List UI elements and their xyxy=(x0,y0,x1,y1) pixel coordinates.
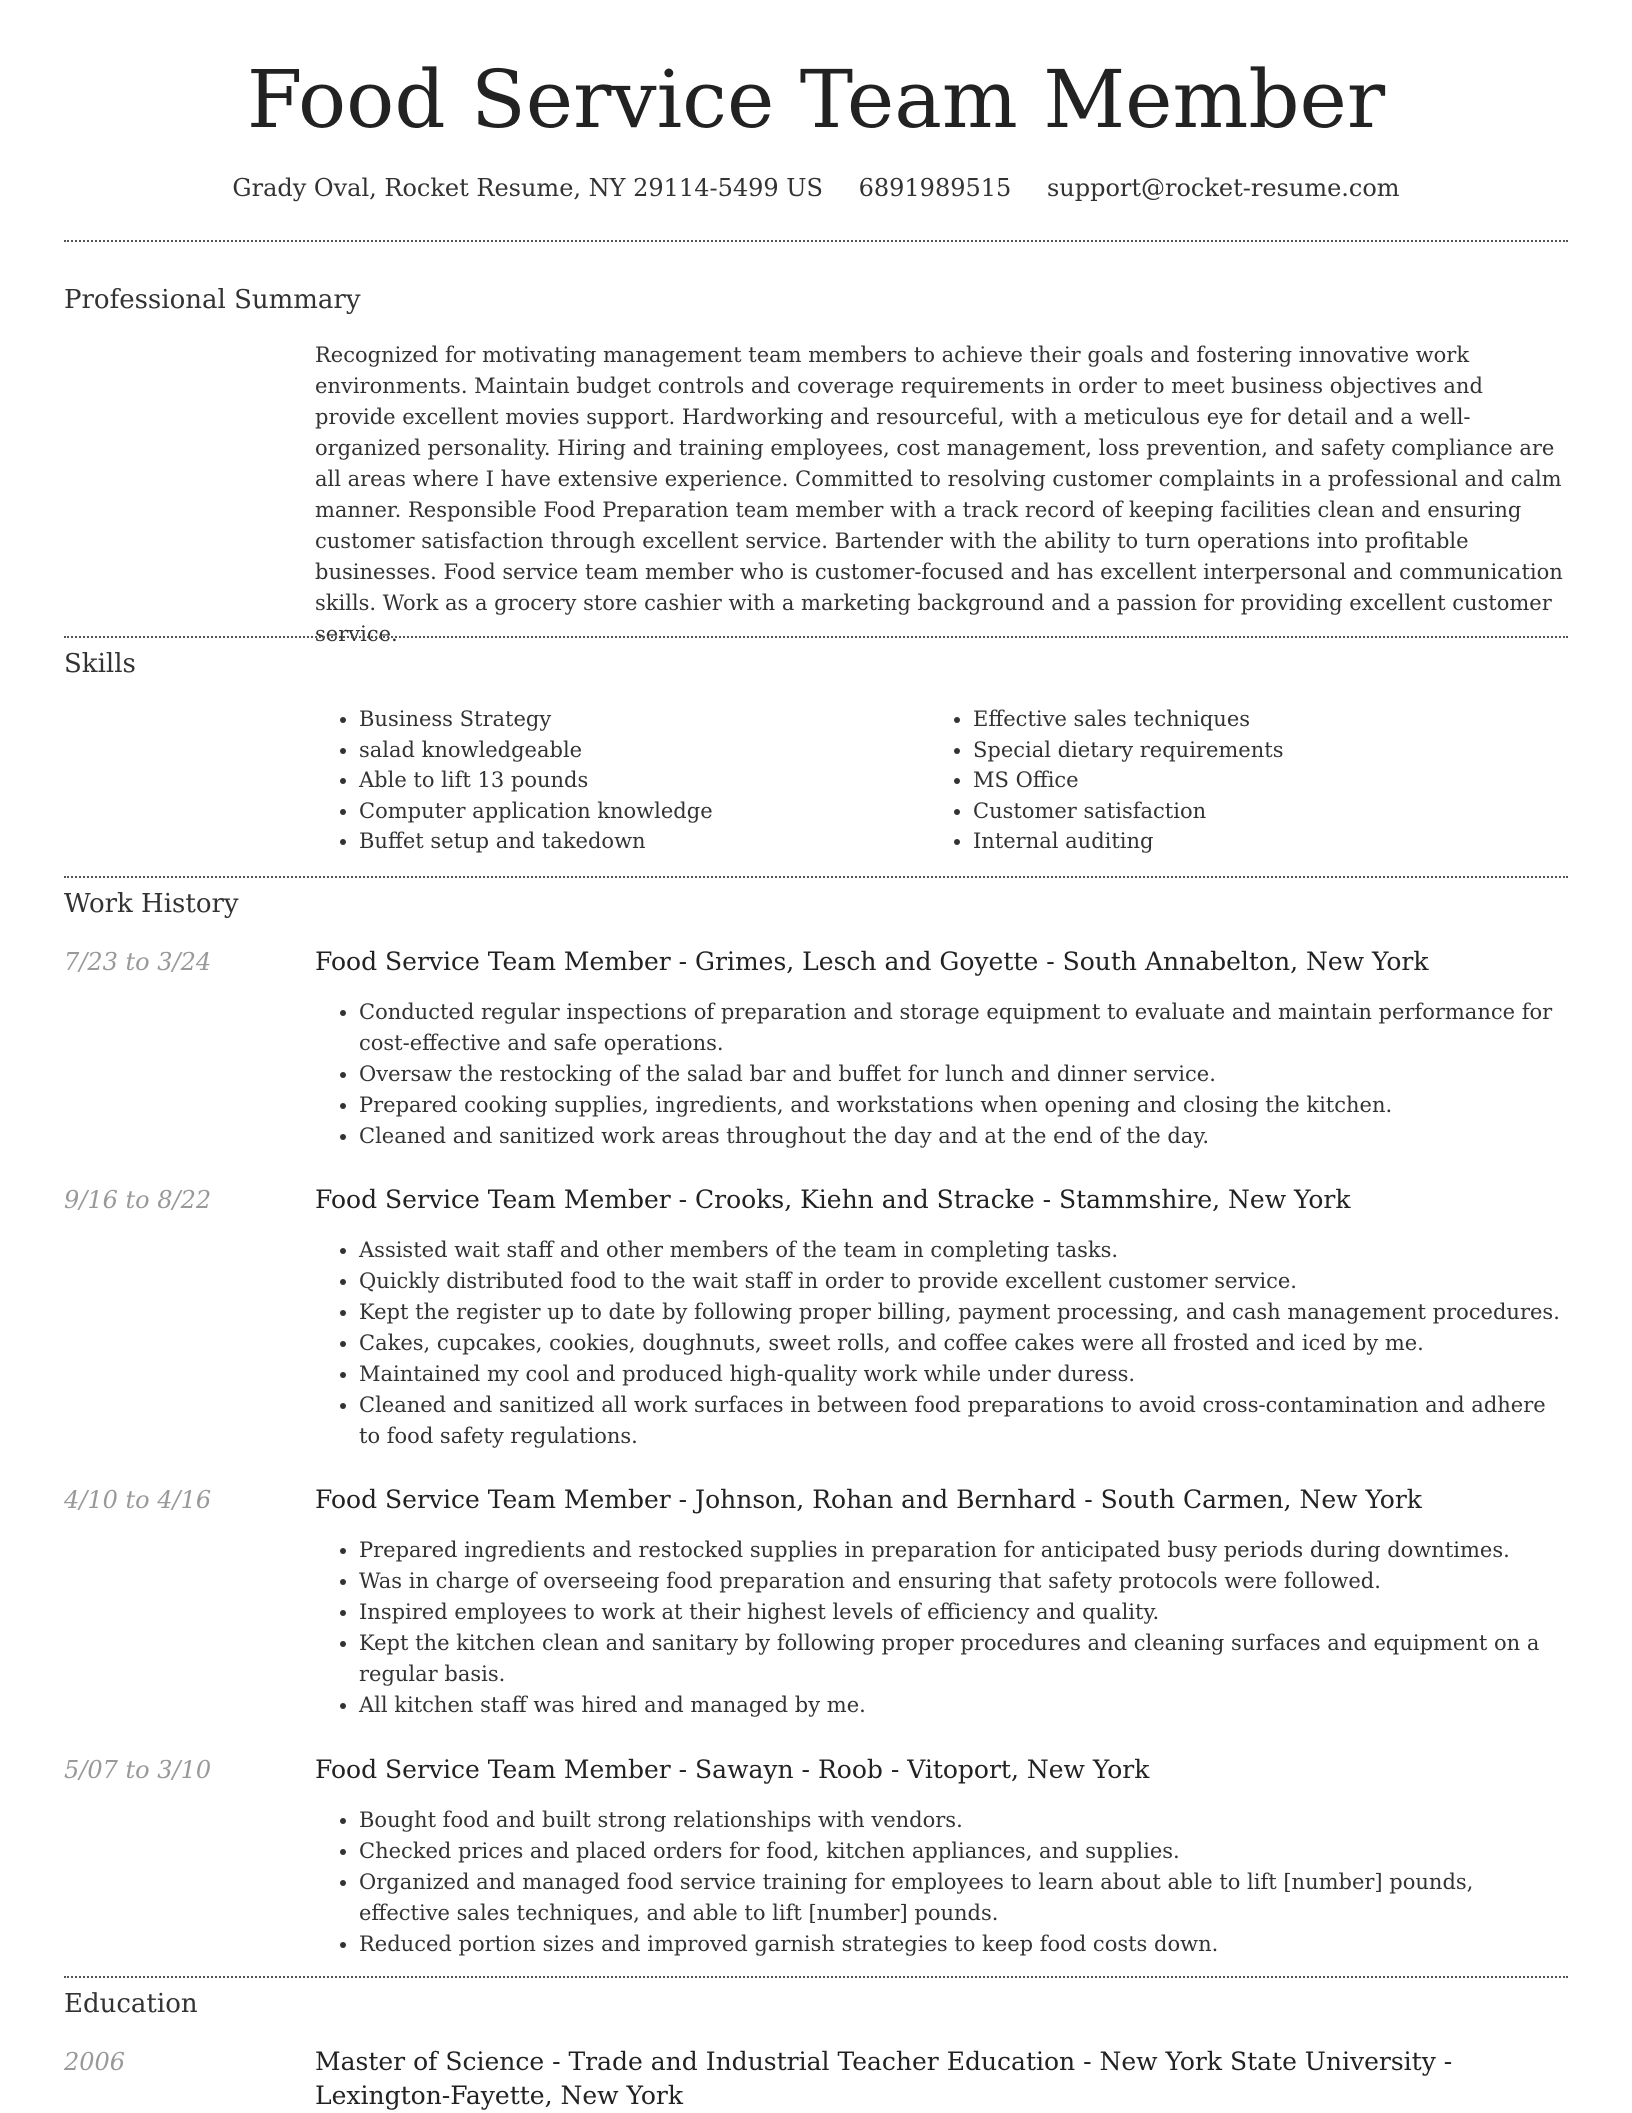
skills-heading: Skills xyxy=(64,649,136,679)
job-title: Food Service Team Member - Grimes, Lesch and Goyette - South Annabelton, New York xyxy=(315,947,1429,976)
job-bullet: • Prepared ingredients and restocked supplies in preparation for anticipated busy periods during downtimes. xyxy=(359,1535,1568,1566)
job-bullet: • Assisted wait staff and other members of the team in completing tasks. xyxy=(359,1235,1568,1266)
skill-item: • Business Strategy xyxy=(359,704,713,735)
job-bullet: • Kept the register up to date by following proper billing, payment processing, and cash management procedures. xyxy=(359,1297,1568,1328)
job-bullet: • Oversaw the restocking of the salad bar and buffet for lunch and dinner service. xyxy=(359,1059,1568,1090)
contact-phone: 6891989515 xyxy=(858,174,1012,202)
job-title: Food Service Team Member - Johnson, Rohan and Bernhard - South Carmen, New York xyxy=(315,1485,1422,1514)
summary-text: Recognized for motivating management team members to achieve their goals and fostering innovative work environments. Maintain budget controls and coverage requirements in order to meet business objectives and provide excellent movies support. Hardworking and resourceful, with a meticulous eye for detail and a well-organized personality. Hiring and training employees, cost management, loss prevention, and safety compliance are all areas where I have extensive experience. Committed to resolving customer complaints in a professional and calm manner. Responsible Food Preparation team member with a track record of keeping facilities clean and ensuring customer satisfaction through excellent service. Bartender with the ability to turn operations into profitable businesses. Food service team member who is customer-focused and has excellent interpersonal and communication skills. Work as a grocery store cashier with a marketing background and a passion for providing excellent customer service. xyxy=(315,343,1563,646)
job-bullet: • Organized and managed food service training for employees to learn about able to lift [number] pounds, effective sales techniques, and able to lift [number] pounds. xyxy=(359,1867,1568,1929)
work-history-heading: Work History xyxy=(64,889,239,919)
job-bullet: • All kitchen staff was hired and managed by me. xyxy=(359,1690,1568,1721)
job-bullet: • Checked prices and placed orders for food, kitchen appliances, and supplies. xyxy=(359,1836,1568,1867)
contact-email: support@rocket-resume.com xyxy=(1046,174,1400,202)
skill-item: • Effective sales techniques xyxy=(973,704,1283,735)
candidate-name: Food Service Team Member xyxy=(246,53,1386,146)
job-date: 5/07 to 3/10 xyxy=(64,1756,212,1784)
job-bullet: • Reduced portion sizes and improved garnish strategies to keep food costs down. xyxy=(359,1929,1568,1960)
contact-address: Grady Oval, Rocket Resume, NY 29114-5499 US xyxy=(232,174,823,202)
job-bullets xyxy=(315,1805,1568,1960)
skill-item: • MS Office xyxy=(973,765,1283,796)
job-bullet: • Kept the kitchen clean and sanitary by following proper procedures and cleaning surfaces and equipment on a regular basis. xyxy=(359,1628,1568,1690)
skill-item: • Buffet setup and takedown xyxy=(359,826,713,857)
job-bullet: • Quickly distributed food to the wait staff in order to provide excellent customer service. xyxy=(359,1266,1568,1297)
job-bullets xyxy=(315,1535,1568,1721)
divider xyxy=(64,636,1568,638)
contact-line xyxy=(64,170,1568,206)
job-bullet: • Conducted regular inspections of preparation and storage equipment to evaluate and maintain performance for cost-effective and safe operations. xyxy=(359,997,1568,1059)
job-bullets xyxy=(315,1235,1568,1452)
skill-item: • Internal auditing xyxy=(973,826,1283,857)
education-title xyxy=(315,2045,1568,2113)
job-date: 9/16 to 8/22 xyxy=(64,1186,212,1214)
divider xyxy=(64,876,1568,878)
job-bullet: • Cleaned and sanitized all work surfaces in between food preparations to avoid cross-contamination and adhere to food safety regulations. xyxy=(359,1390,1568,1452)
job-bullet: • Was in charge of overseeing food preparation and ensuring that safety protocols were followed. xyxy=(359,1566,1568,1597)
job-bullets xyxy=(315,997,1568,1152)
education-degree: Master of Science - Trade and Industrial Teacher Education xyxy=(315,2047,1076,2076)
job-date: 4/10 to 4/16 xyxy=(64,1486,212,1514)
education-heading: Education xyxy=(64,1989,198,2019)
divider xyxy=(64,240,1568,242)
job-title: Food Service Team Member - Sawayn - Roob - Vitoport, New York xyxy=(315,1755,1150,1784)
job-bullet: • Bought food and built strong relationships with vendors. xyxy=(359,1805,1568,1836)
skills-column-2 xyxy=(929,704,1283,857)
job-title: Food Service Team Member - Crooks, Kiehn and Stracke - Stammshire, New York xyxy=(315,1185,1351,1214)
skill-item: • Customer satisfaction xyxy=(973,796,1283,827)
job-bullet: • Inspired employees to work at their highest levels of efficiency and quality. xyxy=(359,1597,1568,1628)
education-date: 2006 xyxy=(64,2048,126,2076)
education-school: - New York State University - Lexington-Fayette, New York xyxy=(315,2047,1453,2110)
divider xyxy=(64,1976,1568,1978)
summary-heading: Professional Summary xyxy=(64,285,361,315)
skills-column-1 xyxy=(315,704,713,857)
skill-item: • Special dietary requirements xyxy=(973,735,1283,766)
job-bullet: • Maintained my cool and produced high-quality work while under duress. xyxy=(359,1359,1568,1390)
skill-item: • Able to lift 13 pounds xyxy=(359,765,713,796)
job-bullet: • Cleaned and sanitized work areas throughout the day and at the end of the day. xyxy=(359,1121,1568,1152)
job-bullet: • Prepared cooking supplies, ingredients, and workstations when opening and closing the kitchen. xyxy=(359,1090,1568,1121)
skill-item: • salad knowledgeable xyxy=(359,735,713,766)
skill-item: • Computer application knowledge xyxy=(359,796,713,827)
job-bullet: • Cakes, cupcakes, cookies, doughnuts, sweet rolls, and coffee cakes were all frosted and iced by me. xyxy=(359,1328,1568,1359)
job-date: 7/23 to 3/24 xyxy=(64,948,212,976)
